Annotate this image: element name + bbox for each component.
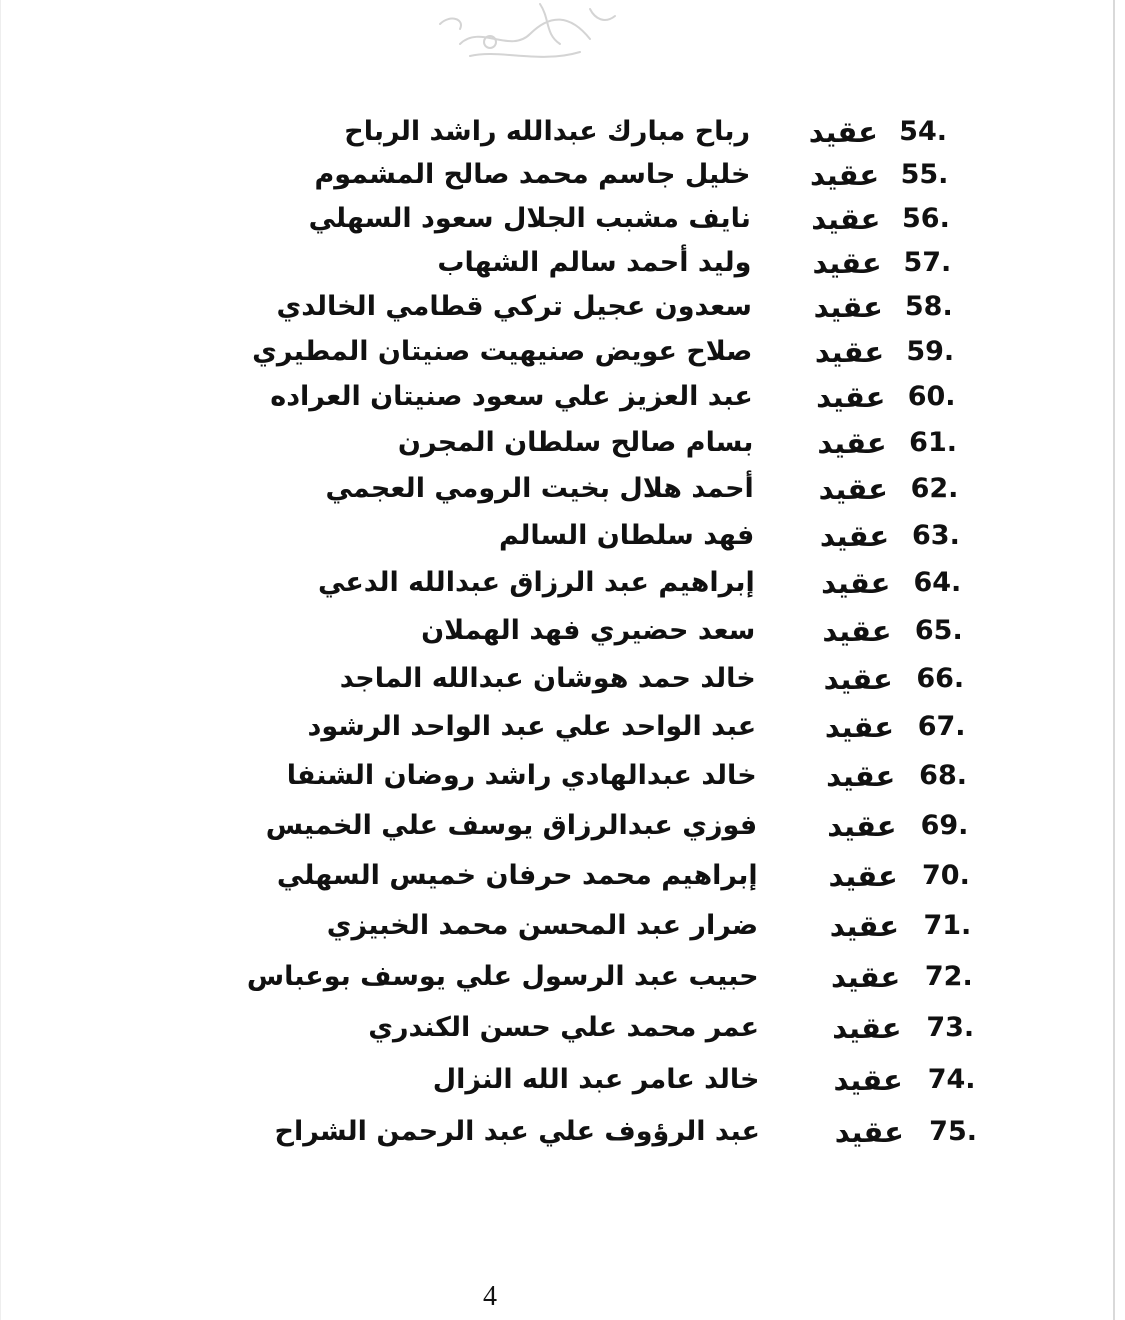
item-number: 66. [916, 662, 965, 694]
item-number: 67. [917, 711, 966, 743]
officer-name: إبراهيم عبد الرزاق عبدالله الدعي [318, 567, 755, 599]
rank-label: عقيد [823, 661, 893, 696]
list-item [0, 110, 1125, 154]
officer-name: خالد عبدالهادي راشد روضان الشنفا [286, 760, 757, 792]
item-number: 75. [929, 1116, 977, 1147]
list-item [0, 854, 1125, 898]
item-number: 63. [912, 520, 960, 552]
officer-name: فوزي عبدالرزاق يوسف علي الخميس [265, 809, 758, 841]
list-item [0, 375, 1125, 419]
officer-name: إبراهيم محمد حرفان خميس السهلي [276, 859, 758, 891]
list-item [0, 1006, 1125, 1050]
rank-label: عقيد [827, 808, 897, 843]
item-number: 71. [923, 910, 972, 942]
officer-name: سعدون عجيل تركي قطامي الخالدي [276, 291, 752, 323]
rank-label: عقيد [829, 909, 900, 944]
item-number: 62. [910, 473, 959, 505]
list-item [0, 421, 1125, 465]
list-item [0, 955, 1125, 999]
item-number: 64. [913, 567, 962, 599]
item-number: 60. [907, 381, 956, 413]
rank-label: عقيد [828, 858, 898, 893]
rank-label: عقيد [812, 245, 882, 280]
officer-name: خالد حمد هوشان عبدالله الماجد [339, 662, 756, 694]
rank-label: عقيد [832, 1011, 902, 1046]
list-item [0, 467, 1125, 511]
officer-name: أحمد هلال بخيت الرومي العجمي [325, 473, 754, 505]
rank-label: عقيد [809, 158, 880, 193]
officer-name: عبد الرؤوف علي عبد الرحمن الشراح [274, 1116, 760, 1147]
list-item [0, 514, 1125, 558]
list-item [0, 197, 1125, 241]
rank-label: عقيد [816, 380, 886, 415]
list-item [0, 705, 1125, 749]
rank-label: عقيد [822, 613, 892, 648]
list-item [0, 609, 1125, 653]
rank-label: عقيد [824, 710, 895, 745]
item-number: 72. [924, 960, 973, 992]
list-item [0, 561, 1125, 605]
rank-label: عقيد [818, 472, 888, 507]
rank-label: عقيد [833, 1062, 903, 1097]
list-item [0, 330, 1125, 374]
rank-label: عقيد [819, 519, 890, 554]
officer-name: فهد سلطان السالم [499, 520, 755, 552]
officer-name: عبد الواحد علي عبد الواحد الرشود [307, 711, 757, 743]
officer-name: رباح مبارك عبدالله راشد الرباح [344, 116, 750, 147]
list-item [0, 1058, 1125, 1102]
item-number: 65. [914, 614, 963, 646]
list-item [0, 804, 1125, 848]
item-number: 58. [904, 291, 953, 323]
rank-label: عقيد [814, 334, 885, 369]
item-number: 56. [902, 202, 950, 234]
officer-name: خالد عامر عبد الله النزال [432, 1063, 760, 1095]
officer-name: عبد العزيز علي سعود صنيتان العراده [270, 381, 753, 413]
rank-label: عقيد [831, 959, 901, 994]
page-number: 4 [483, 1281, 497, 1312]
officer-name: بسام صالح سلطان المجرن [397, 427, 754, 459]
item-number: 74. [927, 1063, 976, 1095]
rank-label: عقيد [811, 201, 881, 236]
list-item [0, 285, 1125, 329]
item-number: 69. [920, 809, 969, 841]
officer-name: وليد أحمد سالم الشهاب [437, 246, 752, 278]
officer-name: سعد حضيري فهد الهملان [421, 614, 756, 646]
item-number: 57. [903, 246, 952, 278]
rank-label: عقيد [834, 1115, 904, 1149]
list-item [0, 241, 1125, 285]
list-item [0, 754, 1125, 798]
officer-name: عمر محمد علي حسن الكندري [368, 1012, 760, 1044]
item-number: 73. [926, 1012, 975, 1044]
list-item [0, 1110, 1125, 1154]
item-number: 61. [909, 427, 957, 459]
faded-stamp-mark [420, 0, 640, 74]
officer-name: خليل جاسم محمد صالح المشموم [314, 159, 751, 191]
item-number: 68. [919, 760, 967, 792]
list-item [0, 153, 1125, 197]
item-number: 59. [906, 335, 955, 367]
list-item [0, 657, 1125, 701]
officer-name: ضرار عبد المحسن محمد الخبيزي [326, 910, 759, 942]
rank-label: عقيد [821, 566, 891, 601]
officer-name: حبيب عبد الرسول علي يوسف بوعباس [246, 960, 759, 992]
item-number: 54. [899, 116, 947, 147]
rank-label: عقيد [808, 115, 878, 149]
rank-label: عقيد [826, 759, 896, 794]
officer-name: نايف مشبب الجلال سعود السهلي [308, 202, 751, 234]
rank-label: عقيد [813, 290, 883, 325]
item-number: 55. [900, 159, 949, 191]
officer-name: صلاح عويض صنيهيت صنيتان المطيري [252, 335, 753, 367]
list-item [0, 904, 1125, 948]
item-number: 70. [922, 859, 970, 891]
rank-label: عقيد [817, 426, 887, 461]
